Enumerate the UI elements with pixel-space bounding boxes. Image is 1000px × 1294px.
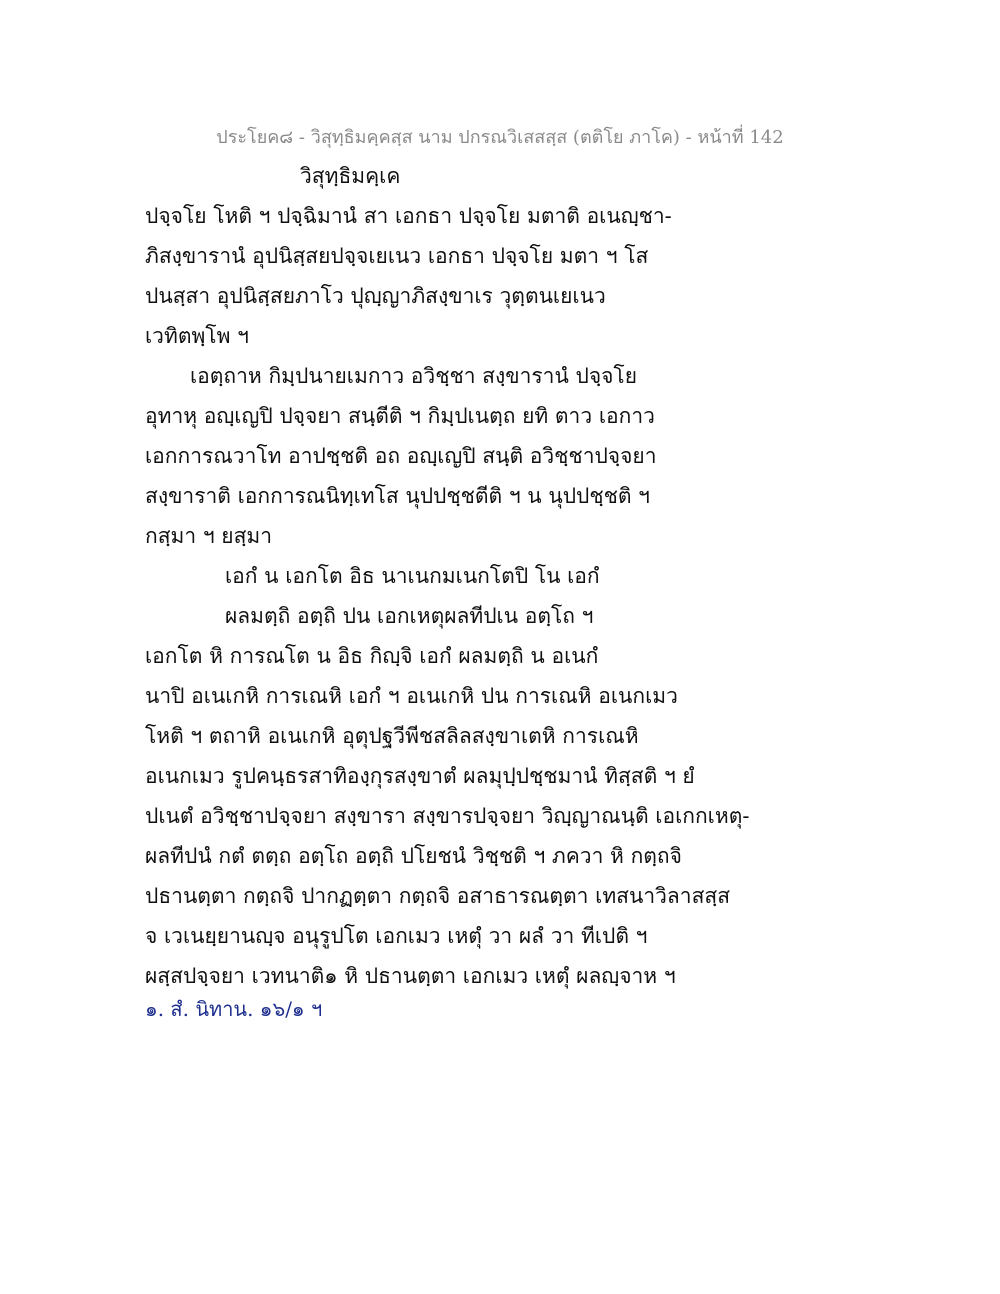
footnote: ๑. สํ. นิทาน. ๑๖/๑ ฯ xyxy=(145,997,323,1021)
text-line: ปเนตํ อวิชฺชาปจฺจยา สงฺขารา สงฺขารปจฺจยา วิญฺญาณนฺติ เอเกกเหตุ- xyxy=(145,804,750,828)
text-line: ผลทีปนํ กตํ ตตฺถ อตฺโถ อตฺถิ ปโยชนํ วิชฺชติ ฯ ภควา หิ กตฺถจิ xyxy=(145,844,682,868)
text-line: ภิสงฺขารานํ อุปนิสฺสยปจฺจเยเนว เอกธา ปจฺจโย มตา ฯ โส xyxy=(145,244,649,268)
text-line: นาปิ อเนเกหิ การเณหิ เอกํ ฯ อเนเกหิ ปน การเณหิ อเนกเมว xyxy=(145,684,678,708)
text-line: เอกการณวาโท อาปชฺชติ อถ อญฺเญปิ สนฺติ อวิชฺชาปจฺจยา xyxy=(145,444,657,468)
text-line: โหติ ฯ ตถาหิ อเนเกหิ อุตุปฐวีพีชสลิลสงฺขาเตหิ การเณหิ xyxy=(145,724,639,748)
text-line: อุทาหุ อญฺเญปิ ปจฺจยา สนฺตีติ ฯ กิมฺปเนตฺถ ยทิ ตาว เอกาว xyxy=(145,404,655,428)
text-line: เอกโต หิ การณโต น อิธ กิญฺจิ เอกํ ผลมตฺถิ น อเนกํ xyxy=(145,644,599,668)
text-line: เวทิตพฺโพ ฯ xyxy=(145,324,249,348)
text-line: สงฺขาราติ เอกการณนิทฺเทโส นุปปชฺชตีติ ฯ น นุปปชฺชติ ฯ xyxy=(145,484,650,508)
text-line: จ เวเนยฺยานญฺจ อนุรูปโต เอกเมว เหตุํ วา ผลํ วา ทีเปติ ฯ xyxy=(145,924,648,948)
verse-line: ผลมตฺถิ อตฺถิ ปน เอกเหตุผลทีปเน อตฺโถ ฯ xyxy=(225,604,594,628)
text-line: เอตฺถาห กิมฺปนายเมกาว อวิชฺชา สงฺขารานํ ปจฺจโย xyxy=(190,364,638,388)
text-line: ผสฺสปจฺจยา เวทนาติ๑ หิ ปธานตฺตา เอกเมว เหตุํ ผลญฺจาห ฯ xyxy=(145,964,676,988)
verse-line: เอกํ น เอกโต อิธ นาเนกมเนกโตปิ โน เอกํ xyxy=(225,564,600,588)
running-header: ประโยค๘ - วิสุทฺธิมคฺคสฺส นาม ปกรณวิเสสสฺส (ตติโย ภาโค) - หน้าที่ 142 xyxy=(216,127,784,148)
text-line: อเนกเมว รูปคนฺธรสาทิองฺกุรสงฺขาตํ ผลมุปฺปชฺชมานํ ทิสฺสติ ฯ ยํ xyxy=(145,764,695,788)
text-line: ปจฺจโย โหติ ฯ ปจฺฉิมานํ สา เอกธา ปจฺจโย มตาติ อเนญฺชา- xyxy=(145,204,672,228)
text-line: ปธานตฺตา กตฺถจิ ปากฏตฺตา กตฺถจิ อสาธารณตฺตา เทสนาวิลาสสฺส xyxy=(145,884,731,908)
text-line: ปนสฺสา อุปนิสฺสยภาโว ปุญฺญาภิสงฺขาเร วุตฺตนเยเนว xyxy=(145,284,606,308)
text-line: กสฺมา ฯ ยสฺมา xyxy=(145,524,273,548)
section-title: วิสุทฺธิมคฺเค xyxy=(300,164,401,188)
